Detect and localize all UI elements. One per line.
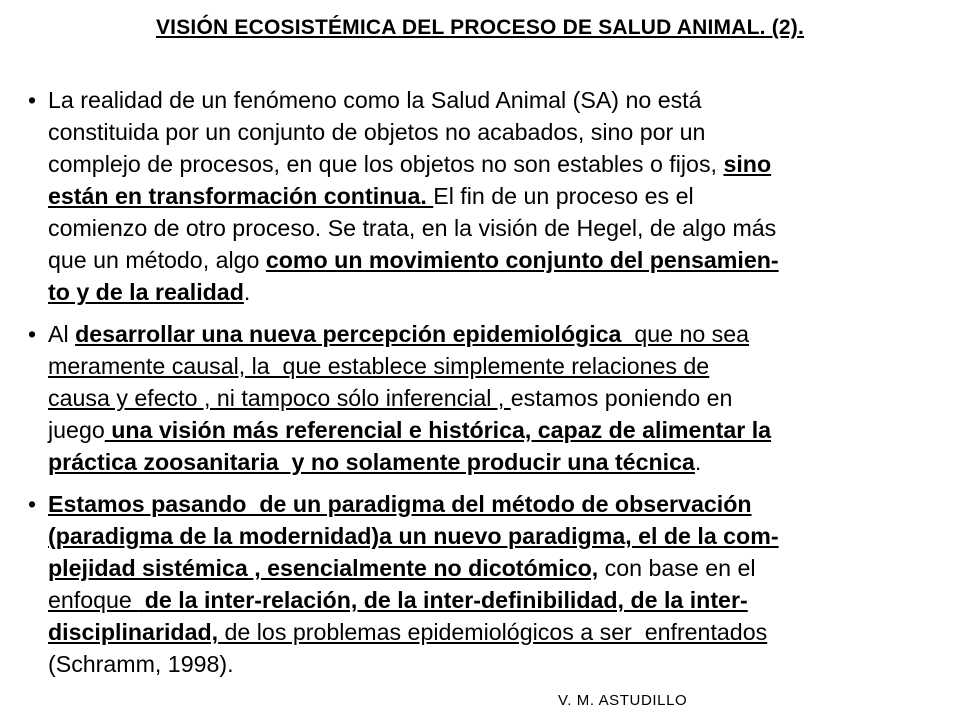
text-line	[48, 84, 950, 116]
text-line	[48, 350, 950, 382]
text-segment: (Schramm, 1998).	[48, 651, 234, 677]
text-segment: estamos poniendo en	[510, 385, 733, 411]
text-line	[48, 116, 950, 148]
bullet-item	[28, 488, 950, 680]
slide-title: VISIÓN ECOSISTÉMICA DEL PROCESO DE SALUD ANIMAL. (2).	[155, 16, 805, 39]
author-credit: V. M. ASTUDILLO	[558, 692, 688, 709]
underlined-text: de los problemas epidemiológicos a ser enfrentados	[218, 619, 768, 645]
text-line	[48, 212, 950, 244]
emphasized-text: Estamos pasando de un paradigma del método de observación	[48, 491, 752, 517]
emphasized-text: práctica zoosanitaria y no solamente producir una técnica	[48, 449, 695, 475]
underlined-text: que no sea	[621, 321, 750, 347]
text-line	[48, 414, 950, 446]
bullet-item	[28, 318, 950, 478]
text-line	[48, 488, 950, 520]
text-segment: La realidad de un fenómeno como la Salud Animal (SA) no está	[48, 87, 702, 113]
bullet-paragraph	[48, 318, 950, 478]
text-line	[48, 552, 950, 584]
bullet-marker: •	[28, 321, 37, 347]
text-line	[48, 616, 950, 648]
emphasized-text: sino	[723, 151, 772, 177]
bullet-item	[28, 84, 950, 308]
emphasized-text: (paradigma de la modernidad)a un nuevo paradigma, el de la com-	[48, 523, 779, 549]
bullet-paragraph	[48, 488, 950, 680]
bullet-paragraph	[48, 84, 950, 308]
emphasized-text: una visión más referencial e histórica, capaz de alimentar la	[104, 417, 772, 443]
text-segment: que un método, algo	[48, 247, 266, 273]
text-line	[48, 584, 950, 616]
text-line	[48, 148, 950, 180]
text-segment: El fin de un proceso es el	[433, 183, 694, 209]
emphasized-text: como un movimiento conjunto del pensamien-	[265, 247, 779, 273]
text-segment: juego	[48, 417, 105, 443]
text-line	[48, 382, 950, 414]
text-line	[48, 244, 950, 276]
bullet-marker: •	[28, 87, 37, 113]
underlined-text: enfoque	[48, 587, 139, 613]
text-line	[48, 520, 950, 552]
emphasized-text: disciplinaridad,	[48, 619, 219, 645]
text-line	[48, 446, 950, 478]
text-segment: comienzo de otro proceso. Se trata, en la visión de Hegel, de algo más	[48, 215, 777, 241]
emphasized-text: to y de la realidad	[48, 279, 244, 305]
emphasized-text: de la inter-relación, de la inter-definibilidad, de la inter-	[138, 587, 748, 613]
text-segment: .	[694, 449, 702, 475]
emphasized-text: plejidad sistémica , esencialmente no dicotómico,	[48, 555, 599, 581]
text-segment: con base en el	[598, 555, 756, 581]
text-segment: constituida por un conjunto de objetos no acabados, sino por un	[48, 119, 706, 145]
text-segment: complejo de procesos, en que los objetos no son estables o fijos,	[48, 151, 724, 177]
bullet-marker: •	[28, 491, 37, 517]
text-line	[48, 648, 950, 680]
text-segment: .	[243, 279, 251, 305]
text-line	[48, 180, 950, 212]
emphasized-text: están en transformación continua.	[48, 183, 434, 209]
text-line	[48, 276, 950, 308]
bullet-list	[28, 84, 950, 690]
text-line	[48, 318, 950, 350]
underlined-text: causa y efecto , ni tampoco sólo inferencial ,	[48, 385, 511, 411]
emphasized-text: desarrollar una nueva percepción epidemiológica	[75, 321, 622, 347]
text-segment: Al	[48, 321, 76, 347]
underlined-text: meramente causal, la que establece simplemente relaciones de	[48, 353, 710, 379]
